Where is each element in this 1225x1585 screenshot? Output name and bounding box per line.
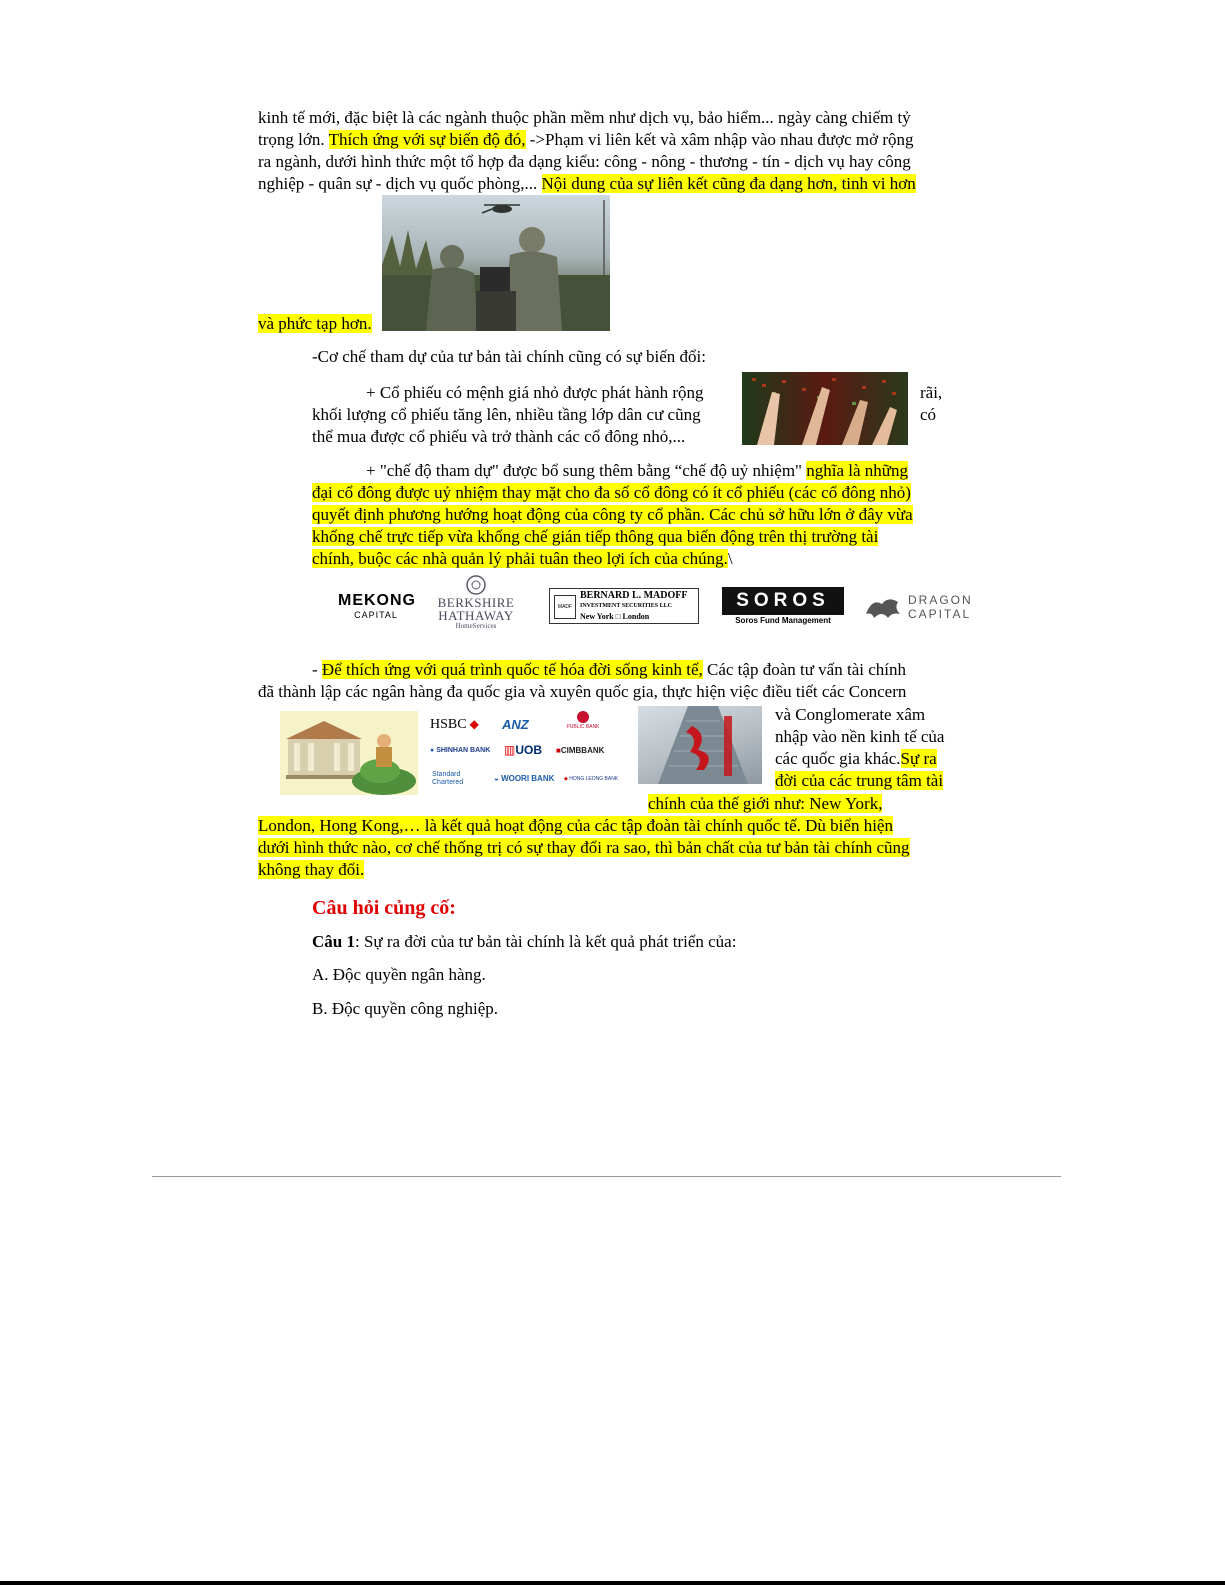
soldiers-photo-art (382, 195, 610, 331)
text-span: ->Phạm vi liên kết và xâm nhập vào nhau được mở rộng (529, 130, 914, 149)
madoff-badge: MADF (554, 595, 576, 619)
standard-chartered-logo: Standard Chartered (432, 771, 464, 786)
bank-logos (428, 711, 634, 795)
quiz-option-b: B. Độc quyền công nghiệp. (312, 999, 499, 1018)
highlighted-text: quyết định phương hướng hoạt động của công ty cổ phần. Các chủ sở hữu lớn ở đây vừa (312, 505, 913, 524)
text-span: trọng lớn. (258, 130, 325, 149)
berkshire-crest-icon (465, 574, 487, 596)
logo-text: INVESTMENT SECURITIES LLC (580, 603, 672, 609)
quiz-question (312, 931, 736, 953)
highlighted-text: London, Hong Kong,… là kết quả hoạt động của các tập đoàn tài chính quốc tế. Dù biển hiện (258, 816, 893, 835)
soldiers-photo (382, 195, 610, 331)
anz-logo: ANZ (502, 717, 529, 732)
public-bank-icon (577, 711, 589, 723)
madoff-logo (549, 588, 699, 624)
bank-cartoon-art (280, 711, 418, 795)
skyscraper-photo-art (638, 706, 762, 784)
text-line: có (920, 405, 937, 424)
bank-cartoon-image (280, 711, 418, 795)
highlighted-text: và phức tạp hơn. (258, 314, 372, 333)
text-span: Các tập đoàn tư vấn tài chính (702, 660, 906, 679)
hsbc-logo (430, 717, 479, 733)
question-label: Câu 1 (312, 932, 355, 951)
skyscraper-photo (638, 706, 762, 784)
hong-leong-bank-logo (564, 776, 618, 782)
bottom-border (0, 1581, 1225, 1585)
quiz-option-a: A. Độc quyền ngân hàng. (312, 965, 486, 984)
logo-text: BERNARD L. MADOFF (580, 590, 688, 601)
text-line (312, 659, 906, 681)
text-line (258, 129, 914, 151)
dragon-capital-logo (864, 592, 972, 624)
text-line: thể mua được cổ phiếu và trở thành các cổ đông nhỏ,... (312, 427, 686, 446)
shinhan-icon: ● (430, 747, 437, 754)
text-line: nhập vào nền kinh tế của (775, 727, 945, 746)
text-line (312, 526, 878, 548)
logo-text: SHINHAN BANK (436, 747, 491, 754)
logo-text: SOROS (722, 587, 844, 615)
highlighted-text: Sự ra (900, 749, 937, 768)
cimb-logo (556, 746, 604, 755)
highlighted-text: dưới hình thức nào, cơ chế thống trị có sự thay đổi ra sao, thì bản chất của tư bản tài chính cũng (258, 838, 910, 857)
highlighted-text: chính của thế giới như: New York, (648, 794, 883, 813)
highlighted-text: không thay đổi. (258, 860, 365, 879)
text-line: khối lượng cổ phiếu tăng lên, nhiều tầng lớp dân cư cũng (312, 405, 701, 424)
logo-text: UOB (515, 743, 543, 757)
text-line: ra ngành, dưới hình thức một tổ hợp đa dạng kiểu: công - nông - thương - tín - dịch vụ hay công (258, 152, 911, 171)
stock-trading-photo-art (742, 372, 908, 445)
quiz-heading: Câu hỏi củng cố: (312, 897, 456, 919)
text-line (312, 548, 733, 570)
hsbc-hexagon-icon: ◆ (466, 717, 479, 731)
dragon-icon (864, 594, 904, 622)
text-span: nghiệp - quân sự - dịch vụ quốc phòng,... (258, 174, 538, 193)
text-span: \ (727, 549, 733, 568)
woori-icon: ◒ (494, 774, 502, 783)
highlighted-text: Thích ứng với sự biến độ đó, (328, 130, 526, 149)
shinhan-bank-logo (430, 747, 490, 754)
text-line (312, 504, 913, 526)
logo-text: WOORI BANK (501, 774, 555, 783)
text-span: các quốc gia khác. (775, 749, 901, 768)
text-line: đã thành lập các ngân hàng đa quốc gia và xuyên quốc gia, thực hiện việc điều tiết các Concern (258, 682, 907, 701)
logo-text: BERKSHIRE (437, 595, 515, 610)
logo-text: CAPITAL (908, 607, 972, 621)
cimb-icon: ■ (556, 746, 561, 755)
highlighted-text: nghĩa là những (806, 461, 908, 480)
logo-text: HATHAWAY (438, 608, 514, 623)
uob-logo (504, 743, 542, 757)
stock-trading-photo (742, 372, 908, 445)
highlighted-text: đời của các trung tâm tài (775, 771, 944, 790)
question-text: : Sự ra đời của tư bản tài chính là kết quả phát triển của: (354, 932, 737, 951)
mekong-capital-logo (338, 592, 414, 621)
logo-text: Soros Fund Management (735, 616, 831, 625)
text-line: và Conglomerate xâm (775, 705, 926, 724)
logo-text: HomeServices (455, 622, 497, 630)
highlighted-text: khống chế trực tiếp vừa khống chế gián tiếp thông qua biến động trên thị trường tài (312, 527, 879, 546)
text-line (312, 482, 911, 504)
text-line: rãi, (920, 383, 943, 402)
berkshire-hathaway-logo (436, 574, 516, 631)
text-line (258, 837, 910, 859)
logo-text: HSBC (430, 717, 467, 732)
text-line: + Cổ phiếu có mệnh giá nhỏ được phát hành rộng (366, 383, 704, 402)
highlighted-text: Để thích ứng với quá trình quốc tế hóa đời sống kinh tế, (321, 660, 703, 679)
woori-bank-logo (494, 774, 554, 783)
soros-logo (722, 587, 844, 627)
text-line (775, 748, 937, 770)
highlighted-text: đại cổ đông được uỷ nhiệm thay mặt cho đa số cổ đông có ít cổ phiếu (các cổ đông nhỏ) (312, 483, 911, 502)
highlighted-text: Nội dung của sự liên kết cũng đa dạng hơn, tinh vi hơn (541, 174, 916, 193)
logo-text: PUBLIC BANK (566, 724, 600, 730)
text-line (258, 815, 893, 837)
text-line (366, 460, 908, 482)
logo-text: MEKONG (338, 592, 416, 609)
text-span: - (312, 660, 322, 679)
text-line: -Cơ chế tham dự của tư bản tài chính cũng có sự biến đổi: (312, 347, 707, 366)
text-line (258, 859, 364, 881)
hong-leong-icon: ◆ (564, 776, 570, 782)
logo-text: CIMBBANK (560, 746, 605, 755)
public-bank-logo (558, 711, 608, 731)
text-line: kinh tế mới, đặc biệt là các ngành thuộc phần mềm như dịch vụ, bảo hiểm... ngày càng chiếm tỷ (258, 108, 911, 127)
logo-text: DRAGON (908, 593, 973, 607)
page-divider (152, 1176, 1061, 1177)
logo-text: CAPITAL (354, 610, 398, 620)
logo-text: New York □ London (580, 612, 650, 621)
text-span: + "chế độ tham dự" được bổ sung thêm bằng “chế độ uỷ nhiệm" (366, 461, 802, 480)
text-line (775, 770, 943, 792)
uob-icon: ▥ (504, 743, 516, 757)
text-line (258, 173, 916, 195)
highlighted-text: chính, buộc các nhà quản lý phải tuân theo lợi ích của chúng. (312, 549, 728, 568)
text-line (258, 313, 372, 335)
logo-text: HONG LEONG BANK (569, 776, 619, 782)
text-line (648, 793, 882, 815)
